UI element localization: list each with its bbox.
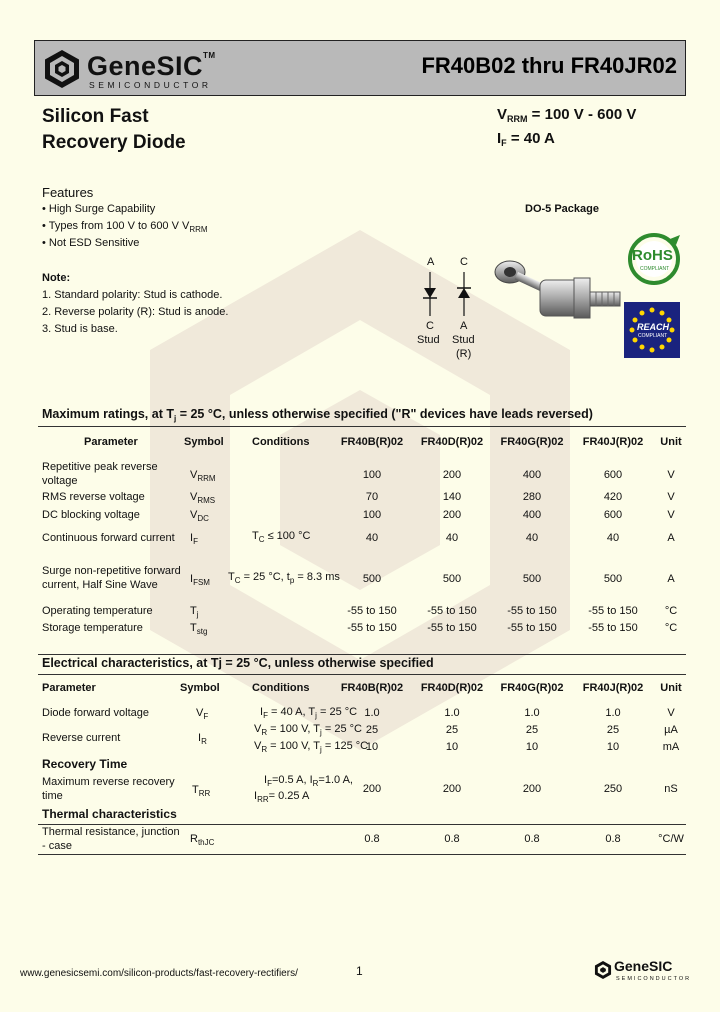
row-symbol: $V_{DC}$: [190, 509, 209, 523]
spec-if: $I_F = 40$ A: [497, 130, 555, 148]
row-value: 25: [445, 724, 459, 736]
row-value: 25: [525, 724, 539, 736]
row-conditions: $V_R = 100$ V, $T_j = 25$ °C: [254, 723, 362, 737]
col-header-symbol: Symbol: [184, 436, 224, 448]
row-value: 500: [442, 573, 462, 585]
row-unit: °C: [664, 605, 678, 617]
feature-item: • High Surge Capability: [42, 203, 156, 215]
rohs-text: RoHS: [632, 247, 673, 264]
row-parameter: DC blocking voltage: [42, 509, 140, 521]
note-item: 2. Reverse polarity (R): Stud is anode.: [42, 306, 229, 318]
row-value: 10: [445, 741, 459, 753]
row-value: 0.8: [444, 833, 460, 845]
row-value: 400: [522, 469, 542, 481]
row-value: 100: [362, 469, 382, 481]
divider: [38, 674, 686, 675]
row-parameter: time: [42, 790, 63, 802]
row-parameter: - case: [42, 840, 72, 852]
row-value: 600: [603, 509, 623, 521]
col-header-fr40b: FR40B(R)02: [340, 682, 404, 694]
col-header-fr40g: FR40G(R)02: [500, 682, 564, 694]
rohs-compliant-text: COMPLIANT: [640, 266, 670, 272]
row-parameter: voltage: [42, 475, 78, 487]
row-unit: V: [667, 509, 675, 521]
col-header-unit: Unit: [660, 436, 682, 448]
row-value: 0.8: [364, 833, 380, 845]
row-value: 200: [442, 509, 462, 521]
row-parameter: Storage temperature: [42, 622, 143, 634]
row-symbol: $V_{RMS}$: [190, 491, 216, 505]
recovery-heading: Recovery Time: [42, 757, 128, 771]
divider: [38, 654, 686, 655]
row-value: -55 to 150: [588, 622, 638, 634]
row-symbol: $V_{RRM}$: [190, 469, 216, 483]
page-number: 1: [356, 964, 363, 978]
col-header-parameter: Parameter: [42, 682, 96, 694]
diode1-top-label: A: [427, 256, 435, 268]
package-label: DO-5 Package: [525, 203, 599, 215]
row-unit: A: [667, 573, 675, 585]
row-value: 500: [522, 573, 542, 585]
row-symbol: $I_{FSM}$: [190, 573, 210, 587]
part-range-title: FR40B02 thru FR40JR02: [421, 53, 677, 78]
reach-text: REACH: [637, 322, 670, 332]
row-value: 200: [442, 783, 462, 795]
row-value: 1.0: [444, 707, 460, 719]
row-value: 500: [362, 573, 382, 585]
rohs-badge: [624, 233, 684, 285]
note-item: 1. Standard polarity: Stud is cathode.: [42, 289, 223, 301]
row-unit: mA: [662, 741, 680, 753]
row-symbol: $T_{RR}$: [192, 784, 211, 798]
row-value: 70: [365, 491, 379, 503]
row-value: 40: [525, 532, 539, 544]
row-parameter: Repetitive peak reverse: [42, 461, 158, 473]
row-value: 0.8: [524, 833, 540, 845]
row-value: 10: [606, 741, 620, 753]
col-header-fr40j: FR40J(R)02: [582, 436, 644, 448]
thermal-heading: Thermal characteristics: [42, 807, 177, 821]
row-value: 200: [362, 783, 382, 795]
reach-compliant-text: COMPLIANT: [638, 333, 668, 339]
diode2-reverse-label: (R): [456, 348, 472, 360]
row-value: 0.8: [605, 833, 621, 845]
row-symbol: $I_R$: [198, 732, 207, 746]
reach-badge: [624, 302, 680, 358]
col-header-conditions: Conditions: [252, 682, 310, 694]
row-parameter: current, Half Sine Wave: [42, 579, 158, 591]
row-symbol: $I_F$: [190, 532, 198, 546]
row-value: 1.0: [605, 707, 621, 719]
row-value: 40: [606, 532, 620, 544]
row-conditions: $T_C = 25$ °C, $t_p = 8.3$ ms: [228, 571, 340, 585]
logo-name: GeneSIC™: [87, 51, 216, 81]
product-title-line1: Silicon Fast: [42, 106, 149, 127]
row-value: 40: [445, 532, 459, 544]
row-symbol: $R_{thJC}$: [190, 833, 215, 847]
row-value: 500: [603, 573, 623, 585]
row-value: 400: [522, 509, 542, 521]
row-value: 1.0: [524, 707, 540, 719]
col-header-fr40g: FR40G(R)02: [500, 436, 564, 448]
row-value: -55 to 150: [347, 605, 397, 617]
row-unit: V: [667, 707, 675, 719]
diode-symbols-icon: [418, 270, 478, 320]
col-header-parameter: Parameter: [84, 436, 138, 448]
row-parameter: Surge non-repetitive forward: [42, 565, 181, 577]
row-parameter: Maximum reverse recovery: [42, 776, 175, 788]
col-header-fr40d: FR40D(R)02: [420, 436, 484, 448]
col-header-unit: Unit: [660, 682, 682, 694]
row-value: -55 to 150: [507, 605, 557, 617]
row-value: -55 to 150: [347, 622, 397, 634]
divider: [38, 426, 686, 427]
genesic-logo: [43, 49, 243, 91]
row-symbol: $T_j$: [190, 605, 199, 619]
header-band: [34, 40, 686, 96]
row-parameter: Continuous forward current: [42, 532, 175, 544]
col-header-fr40b: FR40B(R)02: [340, 436, 404, 448]
row-conditions: $I_F=0.5$ A, $I_R=1.0$ A,: [264, 774, 353, 788]
electrical-heading: Electrical characteristics, at Tj = 25 °C, unless otherwise specified: [42, 656, 434, 670]
row-unit: °C: [664, 622, 678, 634]
row-value: 600: [603, 469, 623, 481]
row-unit: nS: [664, 783, 678, 795]
row-value: -55 to 150: [507, 622, 557, 634]
footer-logo-subtitle: SEMICONDUCTOR: [616, 976, 692, 982]
product-title-line2: Recovery Diode: [42, 132, 186, 153]
diode2-bottom-label: A: [460, 320, 468, 332]
row-value: 10: [525, 741, 539, 753]
row-value: 420: [603, 491, 623, 503]
row-conditions: $T_C \le 100$ °C: [252, 530, 311, 544]
divider: [38, 854, 686, 855]
col-header-fr40j: FR40J(R)02: [582, 682, 644, 694]
col-header-symbol: Symbol: [180, 682, 220, 694]
row-parameter: Operating temperature: [42, 605, 153, 617]
row-value: 10: [365, 741, 379, 753]
row-parameter: Diode forward voltage: [42, 707, 150, 719]
footer-url-link[interactable]: www.genesicsemi.com/silicon-products/fast-recovery-rectifiers/: [20, 968, 298, 979]
row-value: 280: [522, 491, 542, 503]
row-conditions: $V_R = 100$ V, $T_j = 125$ °C: [254, 740, 369, 754]
row-parameter: Reverse current: [42, 732, 121, 744]
row-unit: °C/W: [658, 833, 684, 845]
row-unit: µA: [664, 724, 678, 736]
row-value: 200: [442, 469, 462, 481]
features-heading: Features: [42, 185, 94, 200]
row-value: 100: [362, 509, 382, 521]
col-header-fr40d: FR40D(R)02: [420, 682, 484, 694]
row-parameter: Thermal resistance, junction: [42, 826, 180, 838]
note-item: 3. Stud is base.: [42, 323, 118, 335]
footer-logo-name: GeneSIC: [614, 958, 673, 974]
logo-subtitle: SEMICONDUCTOR: [89, 80, 212, 90]
row-conditions: $I_F = 40$ A, $T_j = 25$ °C: [260, 706, 358, 720]
row-value: -55 to 150: [427, 605, 477, 617]
spec-vrrm: $V_{RRM} = 100$ V - 600 V: [497, 106, 637, 124]
row-value: 250: [603, 783, 623, 795]
row-value: 25: [606, 724, 620, 736]
row-symbol: $V_F$: [196, 707, 209, 721]
max-ratings-heading: Maximum ratings, at $T_j = 25$ °C, unless otherwise specified ("R" devices have leads reversed): [42, 407, 593, 423]
diode1-stud-label: Stud: [417, 334, 440, 346]
hexagon-logo-icon: [43, 49, 81, 89]
notes-heading: Note:: [42, 272, 71, 284]
row-value: 140: [442, 491, 462, 503]
row-conditions: $I_{RR}= 0.25$ A: [254, 790, 310, 804]
col-header-conditions: Conditions: [252, 436, 310, 448]
row-unit: V: [667, 469, 675, 481]
feature-item: • Not ESD Sensitive: [42, 237, 140, 249]
row-unit: A: [667, 532, 675, 544]
row-value: 25: [365, 724, 379, 736]
row-value: 40: [365, 532, 379, 544]
row-parameter: RMS reverse voltage: [42, 491, 145, 503]
footer-hexagon-icon: [594, 960, 612, 980]
do5-package-image: [488, 254, 623, 339]
row-value: 200: [522, 783, 542, 795]
feature-item: • Types from 100 V to 600 V $V_{RRM}$: [42, 220, 208, 234]
footer-logo: [594, 958, 704, 988]
diode1-bottom-label: C: [426, 320, 434, 332]
row-value: 1.0: [364, 707, 380, 719]
row-unit: V: [667, 491, 675, 503]
row-symbol: $T_{stg}$: [190, 622, 208, 636]
diode2-top-label: C: [460, 256, 468, 268]
diode2-stud-label: Stud: [452, 334, 475, 346]
row-value: -55 to 150: [427, 622, 477, 634]
row-value: -55 to 150: [588, 605, 638, 617]
